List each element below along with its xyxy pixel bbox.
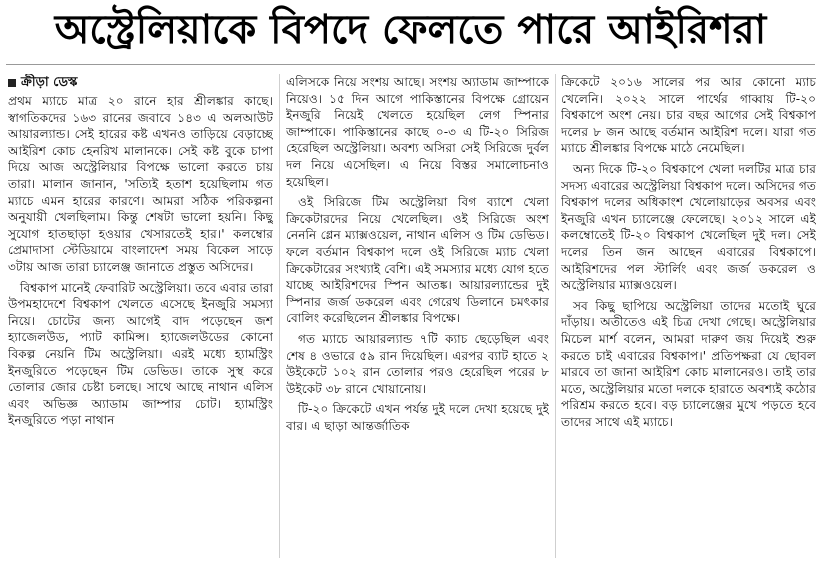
article-column-3 [561,74,816,558]
headline: অস্ট্রেলিয়াকে বিপদে ফেলতে পারে আইরিশরা [54,6,767,53]
paragraph: টি-২০ ক্রিকেটে এখন পর্যন্ত দুই দলে দেখা হয়েছে দুই বার। এ ছাড়া আন্তর্জাতিক [286,402,549,433]
article-column-2 [286,74,549,558]
paragraph: ক্রিকেটে ২০১৬ সালের পর আর কোনো ম্যাচ খেলেনি। ২০২২ সালে পার্থের গাব্বায় টি-২০ বিশ্বকাপে অংশ নেয়। চার বছর আগের সেই বিশ্বকাপ দলের ৮ জন আছে বর্তমান আইরিশ দলে। যারা গত ম্যাচে শ্রীলঙ্কার বিপক্ষে মাঠে নেমেছিল। [561,75,816,156]
paragraph: বিশ্বকাপ মানেই ফেবারিট অস্ট্রেলিয়া। তবে এবার তারা উপমহাদেশে বিশ্বকাপ খেলতে এসেছে ইনজুরি সমস্যা নিয়ে। চোটের জন্য আগেই বাদ পড়েছেন জশ হ্যাজেলউড, প্যাট কামিন্স। হ্যাজেলউডের কোনো বিকল্প নেয়নি টিম অস্ট্রেলিয়া। এরই মধ্যে হ্যামস্ট্রিং ইনজুরিতে পড়েছেন টিম ডেভিড। তাকে সুস্থ করে তোলার জোর চেষ্টা চলছে। সাথে আছে নাথান এলিস এবং অভিজ্ঞ অ্যাডাম জাম্পার চোট। হ্যামস্ট্রিং ইনজুরিতে পড়া নাথান [8,280,273,428]
headline-rule [6,64,815,65]
paragraph: প্রথম ম্যাচে মাত্র ২০ রানে হার শ্রীলঙ্কার কাছে। স্বাগতিকদের ১৬৩ রানের জবাবে ১৪৩ এ অলআউট আয়ারল্যান্ড। সেই হারের কষ্ট এখনও তাড়িয়ে বেড়াচ্ছে আইরিশ কোচ হেনরিখ মালানকে। সেই কষ্ট বুকে চাপা দিয়ে আজ অস্ট্রেলিয়ার বিপক্ষে ভালো করতে চায় তারা। মালান জানান, 'সত্যিই হতাশ হয়েছিলাম গত ম্যাচে এমন হারের কারণে। আমরা সঠিক পরিকল্পনা অনুযায়ী খেলছিলাম। কিন্তু শেষটা ভালো হয়নি। কিছু সুযোগ হাতছাড়া হওয়ার খেসারতেই হার।' কলম্বোর প্রেমাদাসা স্টেডিয়ামে বাংলাদেশ সময় বিকেল সাড়ে ৩টায় আজ তারা চ্যালেঞ্জ জানাতে প্রস্তুত অসিদের। [8,94,273,274]
paragraph: সব কিছু ছাপিয়ে অস্ট্রেলিয়া তাদের মতোই ঘুরে দাঁড়ায়। অতীতেও এই চিত্র দেখা গেছে। অস্ট্রেলিয়ার মিচেল মার্শ বলেন, আমরা দারুণ জয় দিয়েই শুরু করতে চাই এবারের বিশ্বকাপ।' প্রতিপক্ষরা যে ছোবল মারবে তা জানা আইরিশ কোচ মালানেরও। তাই তার মতে, অস্ট্রেলিয়ার মতো দলকে হারাতে অবশ্যই কঠোর পরিশ্রম করতে হবে। বড় চ্যালেঞ্জের মুখে পড়তে হবে তাদের সাথে এই ম্যাচে। [561,298,816,429]
column-divider [279,74,280,558]
byline [8,74,273,92]
bullet-square-icon [8,79,16,87]
byline-text: ক্রীড়া ডেস্ক [21,75,78,90]
paragraph: এলিসকে নিয়ে সংশয় আছে। সংশয় অ্যাডাম জাম্পাকে নিয়েও। ১৫ দিন আগে পাকিস্তানের বিপক্ষে গ্রোয়েন ইনজুরি নিয়েই খেলতে হয়েছিল লেগ স্পিনার জাম্পাকে। পাকিস্তানের কাছে ০-৩ এ টি-২০ সিরিজ হেরেছিল অস্ট্রেলিয়া। অবশ্য অসিরা সেই সিরিজে দুর্বল দল নিয়ে এসেছিল। এ নিয়ে বিস্তর সমালোচনাও হয়েছিল। [286,75,549,189]
paragraph: গত ম্যাচে আয়ারল্যান্ড ৭টি ক্যাচ ছেড়েছিল এবং শেষ ৪ ওভারে ৫৯ রান দিয়েছিল। এরপর ব্যাট হাতে ২ উইকেটে ১০২ রান তোলার পরও হেরেছিল পরের ৮ উইকেট ৩৮ রানে খোয়ানোয়। [286,331,549,396]
column-divider [555,74,556,558]
paragraph: অন্য দিকে টি-২০ বিশ্বকাপে খেলা দলটির মাত্র চার সদস্য এবারের অস্ট্রেলিয়া বিশ্বকাপ দলে। অসিদের গত বিশ্বকাপ দলের অধিকাংশ খেলোয়াড়ের অবসর এবং ইনজুরি এখন চ্যালেঞ্জে ফেলেছে। ২০১২ সালে এই কলম্বোতেই টি-২০ বিশ্বকাপ খেলেছিল দুই দল। সেই দলের তিন জন আছেন এবারের বিশ্বকাপে। আইরিশদের পল স্টার্লিং এবং জর্জ ডকরেল ও অস্ট্রেলিয়ার ম্যাক্সওয়েল। [561,161,816,293]
paragraph: ওই সিরিজে টিম অস্ট্রেলিয়া বিগ ব্যাশে খেলা ক্রিকেটারদের নিয়ে খেলেছিল। ওই সিরিজে অংশ নেননি গ্লেন ম্যাক্সওয়েল, নাথান এলিস ও টিম ডেভিড। ফলে বর্তমান বিশ্বকাপ দলে ওই সিরিজে ম্যাচ খেলা ক্রিকেটারের সংখ্যাই বেশি। এই সমস্যার মধ্যে যোগ হতে যাচ্ছে আইরিশদের স্পিন আতঙ্ক। আয়ারল্যান্ডের দুই স্পিনার জর্জ ডকরেল এবং গেরেথ ডিলানে চমৎকার বোলিং করেছিলেন শ্রীলঙ্কার বিপক্ষে। [286,195,549,326]
article-column-1 [8,74,273,558]
